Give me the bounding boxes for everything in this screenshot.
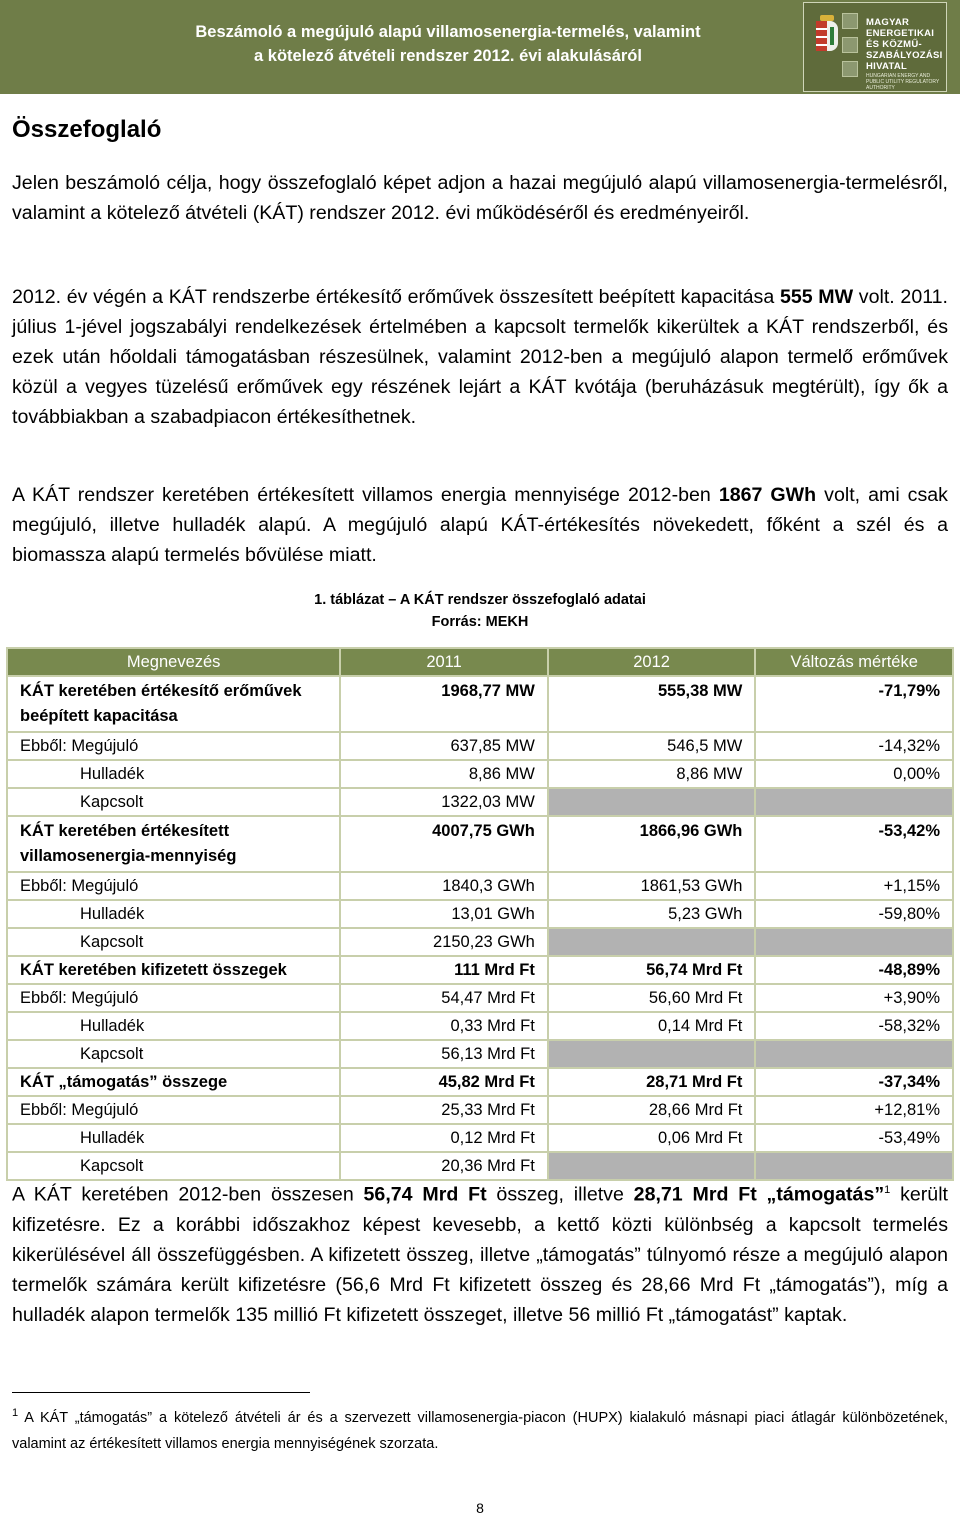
kat-summary-table — [6, 647, 954, 1181]
energy-paragraph — [12, 480, 948, 570]
value-2012: 1861,53 GWh — [548, 872, 756, 900]
coat-of-arms-icon — [814, 15, 840, 55]
value-2012: 0,14 Mrd Ft — [548, 1012, 756, 1040]
logo-line: SZABÁLYOZÁSI — [866, 50, 943, 61]
empty-cell — [755, 1040, 953, 1068]
text-span: A KÁT rendszer keretében értékesített villamos energia mennyisége 2012-ben — [12, 484, 719, 506]
empty-cell — [548, 788, 756, 816]
table-row — [7, 816, 953, 872]
column-header: 2011 — [340, 648, 548, 676]
table-row — [7, 956, 953, 984]
value-2012: 8,86 MW — [548, 760, 756, 788]
text-span: volt. 2011. július 1-jével jogszabályi rendelkezések értelmében a kapcsolt termelők kikerültek a KÁT rendszerből, és ezek után hőoldali támogatásban részesülnek, valamint 2012-ben a megújuló alapon termelő erőművek közül a vegyes tüzelésű erőművek egy részének lejárt a KÁT kvótája (beruházásuk megtérült), így ők a továbbiakban a szabadpiacon értékesíthetnek. — [12, 286, 948, 428]
row-label: Hulladék — [7, 760, 340, 788]
value-2012: 28,66 Mrd Ft — [548, 1096, 756, 1124]
value-2012: 5,23 GWh — [548, 900, 756, 928]
value-2011: 20,36 Mrd Ft — [340, 1152, 548, 1180]
table-row — [7, 676, 953, 732]
value-2011: 1968,77 MW — [340, 676, 548, 732]
row-label: Ebből: Megújuló — [7, 1096, 340, 1124]
table-row — [7, 788, 953, 816]
text-span: A KÁT keretében 2012-ben összesen — [12, 1183, 364, 1206]
row-label: Kapcsolt — [7, 1040, 340, 1068]
column-header: Megnevezés — [7, 648, 340, 676]
text-span: összeg, illetve — [486, 1183, 634, 1206]
empty-cell — [548, 928, 756, 956]
row-label: Ebből: Megújuló — [7, 872, 340, 900]
footnote-number: 1 — [12, 1407, 19, 1419]
logo-square — [842, 61, 858, 77]
value-2012: 0,06 Mrd Ft — [548, 1124, 756, 1152]
row-label: Kapcsolt — [7, 1152, 340, 1180]
logo-line: ÉS KÖZMŰ- — [866, 39, 923, 50]
value-2011: 8,86 MW — [340, 760, 548, 788]
intro-paragraph: Jelen beszámoló célja, hogy összefoglaló képet adjon a hazai megújuló alapú villamosenergia-termelésről, valamint a kötelező átvételi (KÁT) rendszer 2012. évi működéséről és eredményeiről. — [12, 172, 948, 224]
value-2012: 546,5 MW — [548, 732, 756, 760]
value-2011: 54,47 Mrd Ft — [340, 984, 548, 1012]
change-value: -37,34% — [755, 1068, 953, 1096]
change-value: -14,32% — [755, 732, 953, 760]
row-label: KÁT keretében értékesítő erőművek beépített kapacitása — [7, 676, 340, 732]
document-title — [98, 20, 798, 68]
row-label: Hulladék — [7, 1124, 340, 1152]
empty-cell — [548, 1040, 756, 1068]
logo-line: MAGYAR — [866, 17, 910, 28]
table-row — [7, 1040, 953, 1068]
page-header — [0, 0, 960, 94]
value-2011: 0,33 Mrd Ft — [340, 1012, 548, 1040]
column-header: 2012 — [548, 648, 756, 676]
logo-wordmark — [866, 17, 944, 72]
change-value: -71,79% — [755, 676, 953, 732]
page-number: 8 — [476, 1500, 484, 1516]
row-label: KÁT keretében értékesített villamosenergia-mennyiség — [7, 816, 340, 872]
title-line-2: a kötelező átvételi rendszer 2012. évi alakulásáról — [254, 47, 642, 65]
value-2011: 0,12 Mrd Ft — [340, 1124, 548, 1152]
table-row — [7, 760, 953, 788]
value-2011: 2150,23 GWh — [340, 928, 548, 956]
change-value: -48,89% — [755, 956, 953, 984]
change-value: 0,00% — [755, 760, 953, 788]
value-2011: 111 Mrd Ft — [340, 956, 548, 984]
energy-value: 1867 GWh — [718, 484, 817, 506]
capacity-paragraph — [12, 282, 948, 432]
table-row — [7, 1068, 953, 1096]
table-row — [7, 732, 953, 760]
section-title: Összefoglaló — [12, 116, 162, 143]
table-row — [7, 928, 953, 956]
row-label: KÁT keretében kifizetett összegek — [7, 956, 340, 984]
table-row — [7, 984, 953, 1012]
value-2012: 555,38 MW — [548, 676, 756, 732]
row-label: Kapcsolt — [7, 788, 340, 816]
row-label: KÁT „támogatás” összege — [7, 1068, 340, 1096]
value-2011: 1840,3 GWh — [340, 872, 548, 900]
logo-subtitle: HUNGARIAN ENERGY AND PUBLIC UTILITY REGULATORY AUTHORITY — [866, 73, 940, 91]
value-2012: 56,74 Mrd Ft — [548, 956, 756, 984]
table-row — [7, 1124, 953, 1152]
value-2012: 1866,96 GWh — [548, 816, 756, 872]
empty-cell — [755, 928, 953, 956]
change-value: -58,32% — [755, 1012, 953, 1040]
table-row — [7, 1012, 953, 1040]
capacity-value: 555 MW — [779, 286, 854, 308]
logo-line: HIVATAL — [866, 61, 908, 72]
change-value: +3,90% — [755, 984, 953, 1012]
title-line-1: Beszámoló a megújuló alapú villamosenergia-termelés, valamint — [195, 23, 701, 41]
row-label: Hulladék — [7, 1012, 340, 1040]
empty-cell — [755, 788, 953, 816]
change-value: -59,80% — [755, 900, 953, 928]
value-2011: 56,13 Mrd Ft — [340, 1040, 548, 1068]
column-header: Változás mértéke — [755, 648, 953, 676]
footnote-ref[interactable]: 1 — [884, 1184, 891, 1196]
value-2011: 1322,03 MW — [340, 788, 548, 816]
table-row — [7, 1096, 953, 1124]
table-row — [7, 900, 953, 928]
logo-square — [842, 37, 858, 53]
row-label: Kapcsolt — [7, 928, 340, 956]
table-caption: 1. táblázat – A KÁT rendszer összefoglaló adatai — [314, 592, 646, 608]
value-2012: 56,60 Mrd Ft — [548, 984, 756, 1012]
text-span: 2012. év végén a KÁT rendszerbe értékesítő erőművek összesített beépített kapacitása — [12, 286, 780, 308]
footnote — [12, 1400, 948, 1457]
logo-line: ENERGETIKAI — [866, 28, 935, 39]
row-label: Hulladék — [7, 900, 340, 928]
value-2011: 45,82 Mrd Ft — [340, 1068, 548, 1096]
value-2011: 13,01 GWh — [340, 900, 548, 928]
change-value: -53,42% — [755, 816, 953, 872]
change-value: +12,81% — [755, 1096, 953, 1124]
logo-square — [842, 13, 858, 29]
value-2011: 25,33 Mrd Ft — [340, 1096, 548, 1124]
table-source: Forrás: MEKH — [431, 614, 529, 630]
change-value: +1,15% — [755, 872, 953, 900]
footnote-divider — [12, 1392, 310, 1393]
value-2011: 637,85 MW — [340, 732, 548, 760]
text-span: volt, ami csak megújuló, illetve hulladék alapú. A megújuló alapú KÁT-értékesítés növekedett, főként a szél és a biomassza alapú termelés bővülése miatt. — [12, 484, 948, 566]
table-row — [7, 872, 953, 900]
row-label: Ebből: Megújuló — [7, 732, 340, 760]
value-2012: 28,71 Mrd Ft — [548, 1068, 756, 1096]
value-2011: 4007,75 GWh — [340, 816, 548, 872]
row-label: Ebből: Megújuló — [7, 984, 340, 1012]
text-span: került kifizetésre. Ez a korábbi időszakhoz képest kevesebb, a kettő közti különbség a kapcsolt termelés kikerülésével áll összefüggésben. A kifizetett összeg, illetve „támogatás” túlnyomó része a megújuló alapon termelők számára került kifizetésre (56,6 Mrd Ft kifizetett összeg és 28,66 Mrd Ft „támogatás”), míg a hulladék alapon termelők 135 millió Ft kifizetett összeget, illetve 56 millió Ft „támogatást” kaptak. — [12, 1183, 948, 1326]
support-value: 28,71 Mrd Ft „támogatás” — [633, 1183, 885, 1206]
footnote-text: A KÁT „támogatás” a kötelező átvételi ár és a szervezett villamosenergia-piacon (HUPX) kialakuló másnapi piaci átlagár különbözetének, valamint az értékesített villamos energia mennyiségének szorzata. — [12, 1409, 948, 1452]
payment-value: 56,74 Mrd Ft — [363, 1183, 487, 1206]
change-value: -53,49% — [755, 1124, 953, 1152]
mekh-logo — [803, 2, 947, 92]
payment-paragraph — [12, 1175, 948, 1330]
table-header-row — [7, 648, 953, 676]
